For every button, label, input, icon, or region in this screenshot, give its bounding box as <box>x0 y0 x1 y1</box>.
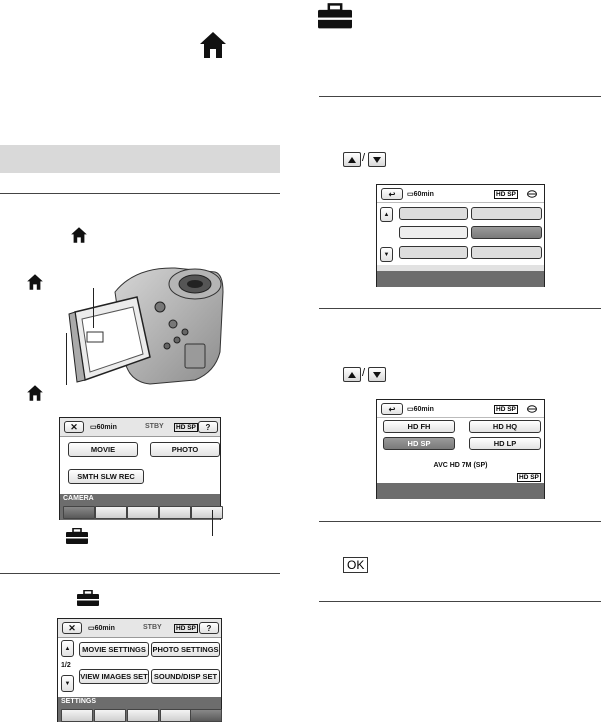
hd-lp-button[interactable]: HD LP <box>469 437 541 450</box>
category-bar <box>58 697 221 722</box>
disc-icon <box>527 405 537 413</box>
slash-separator: / <box>362 152 366 164</box>
tab-camera[interactable] <box>61 709 93 722</box>
photo-button[interactable]: PHOTO <box>150 442 220 457</box>
scroll-up-button[interactable]: ▲ <box>380 207 393 222</box>
divider <box>319 308 601 309</box>
quality-badge: HD SP <box>519 474 539 481</box>
lcd-screen-rec-mode <box>376 399 545 499</box>
menu-item-4[interactable] <box>471 226 542 239</box>
battery-indicator: ▭60min <box>407 406 434 413</box>
smooth-slow-rec-button[interactable]: SMTH SLW REC <box>68 469 144 484</box>
menu-item-3[interactable] <box>399 226 468 239</box>
divider <box>319 601 601 602</box>
quality-badge: HD SP <box>496 191 516 198</box>
menu-item-2[interactable] <box>471 207 542 220</box>
category-label: SETTINGS <box>61 698 97 705</box>
tab-settings[interactable] <box>190 709 222 722</box>
divider <box>0 573 280 574</box>
disc-icon <box>527 190 537 198</box>
down-arrow-button[interactable] <box>368 152 386 167</box>
callout-line <box>93 288 94 328</box>
help-button[interactable]: ? <box>198 421 218 433</box>
rec-mode-description: AVC HD 7M (SP) <box>433 462 488 469</box>
standby-status: STBY <box>143 624 162 631</box>
lcd-screen-menu <box>376 184 545 287</box>
page-indicator: 1/2 <box>61 662 71 669</box>
up-arrow-button[interactable] <box>343 152 361 167</box>
quality-badge: HD SP <box>176 625 196 632</box>
hd-sp-button[interactable]: HD SP <box>383 437 455 450</box>
category-bar <box>60 494 220 520</box>
lcd-screen-settings <box>57 618 222 722</box>
battery-indicator: ▭60min <box>407 191 434 198</box>
tab-manage[interactable] <box>160 709 192 722</box>
section-header-bar <box>0 145 280 173</box>
close-button[interactable]: ✕ <box>62 622 82 634</box>
camcorder-illustration <box>55 262 225 402</box>
battery-icon: ▭ <box>88 625 95 632</box>
quality-badge: HD SP <box>496 406 516 413</box>
battery-indicator: ▭60min <box>88 625 115 632</box>
tab-others[interactable] <box>127 709 159 722</box>
tab-camera[interactable] <box>63 506 95 519</box>
divider <box>319 96 601 97</box>
bottom-bar <box>377 271 544 287</box>
down-arrow-icon <box>373 372 381 378</box>
return-button[interactable]: ↩ <box>381 403 403 415</box>
up-arrow-icon <box>348 372 356 378</box>
menu-item-1[interactable] <box>399 207 468 220</box>
callout-line <box>212 510 213 536</box>
tab-settings[interactable] <box>191 506 223 519</box>
quality-badge: HD SP <box>176 424 196 431</box>
movie-button[interactable]: MOVIE <box>68 442 138 457</box>
divider <box>319 521 601 522</box>
home-icon <box>198 30 228 60</box>
slash-separator: / <box>362 367 366 379</box>
scroll-down-button[interactable]: ▼ <box>380 247 393 262</box>
movie-settings-button[interactable]: MOVIE SETTINGS <box>79 642 149 657</box>
tab-manage[interactable] <box>159 506 191 519</box>
up-arrow-button[interactable] <box>343 367 361 382</box>
menu-item-6[interactable] <box>471 246 542 259</box>
battery-icon: ▭ <box>407 191 414 198</box>
return-button[interactable]: ↩ <box>381 188 403 200</box>
photo-settings-button[interactable]: PHOTO SETTINGS <box>151 642 220 657</box>
scroll-down-button[interactable]: ▼ <box>61 675 74 692</box>
home-icon <box>70 226 88 244</box>
hd-hq-button[interactable]: HD HQ <box>469 420 541 433</box>
view-images-set-button[interactable]: VIEW IMAGES SET <box>79 669 149 684</box>
help-button[interactable]: ? <box>199 622 219 634</box>
down-arrow-icon <box>373 157 381 163</box>
toolbox-icon <box>77 590 99 606</box>
sound-disp-set-button[interactable]: SOUND/DISP SET <box>151 669 220 684</box>
battery-icon: ▭ <box>90 424 97 431</box>
battery-indicator: ▭60min <box>90 424 117 431</box>
up-arrow-icon <box>348 157 356 163</box>
battery-icon: ▭ <box>407 406 414 413</box>
lcd-screen-camera <box>59 417 221 520</box>
tab-playback[interactable] <box>94 709 126 722</box>
scroll-up-button[interactable]: ▲ <box>61 640 74 657</box>
callout-line <box>66 333 67 385</box>
ok-button[interactable]: OK <box>343 557 368 573</box>
bottom-bar <box>377 483 544 499</box>
home-icon <box>26 384 44 402</box>
menu-item-5[interactable] <box>399 246 468 259</box>
toolbox-icon <box>318 3 352 29</box>
home-icon <box>26 273 44 291</box>
divider <box>0 193 280 194</box>
close-button[interactable]: ✕ <box>64 421 84 433</box>
hd-fh-button[interactable]: HD FH <box>383 420 455 433</box>
toolbox-icon <box>66 528 88 544</box>
tab-others[interactable] <box>127 506 159 519</box>
category-label: CAMERA <box>63 495 94 502</box>
standby-status: STBY <box>145 423 164 430</box>
tab-playback[interactable] <box>95 506 127 519</box>
down-arrow-button[interactable] <box>368 367 386 382</box>
